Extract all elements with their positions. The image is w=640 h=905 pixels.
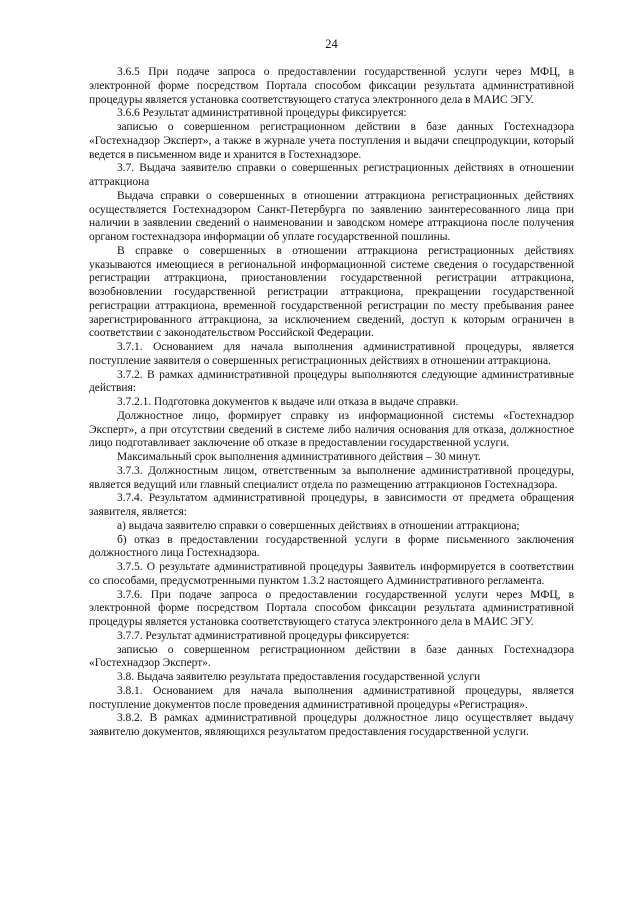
paragraph: 3.8.1. Основанием для начала выполнения административной процедуры, является поступление документов после проведения административной процедуры «Регистрация». [89, 684, 574, 711]
paragraph: 3.7.2.1. Подготовка документов к выдаче или отказа в выдаче справки. [117, 396, 459, 408]
paragraph: 3.7.7. Результат административной процедуры фиксируется: [117, 629, 410, 642]
document-body [89, 66, 574, 740]
paragraph: Должностное лицо, формирует справку из информационной системы «Гостехнадзор Эксперт», а при отсутствии сведений в системе либо наличия основания для отказа, должностное лицо подготавливает заключение об отказе в предоставлении государственной услуги. [89, 409, 574, 450]
paragraph: Выдача справки о совершенных в отношении аттракциона регистрационных действиях осуществляется Гостехнадзором Санкт-Петербурга по заявлению заинтересованного лица при наличии в заявлении сведений о наименовании и заводском номере аттракциона после получения органом гостехнадзора информации об уплате государственной пошлины. [89, 189, 574, 243]
paragraph: 3.7.1. Основанием для начала выполнения административной процедуры, является поступление заявителя о совершенных регистрационных действиях в отношении аттракциона. [89, 341, 574, 367]
section-heading: 3.8. Выдача заявителю результата предоставления государственной услуги [117, 671, 481, 683]
paragraph: 3.6.5 При подаче запроса о предоставлении государственной услуги через МФЦ, в электронной форме посредством Портала способом фиксации результата административной процедуры является установка соответствующего статуса электронного дела в МАИС ЭГУ. [89, 66, 574, 106]
list-item: а) выдача заявителю справки о совершенных действиях в отношении аттракциона; [117, 519, 520, 532]
section-heading: 3.7. Выдача заявителю справки о совершенных регистрационных действиях в отношении аттракциона [89, 162, 574, 188]
paragraph: 3.7.4. Результатом административной процедуры, в зависимости от предмета обращения заявителя, является: [89, 492, 574, 518]
paragraph: Максимальный срок выполнения административного действия – 30 минут. [117, 451, 481, 463]
paragraph: 3.7.3. Должностным лицом, ответственным за выполнение административной процедуры, является ведущий или главный специалист отдела по размещению аттракционов Гостехнадзора. [89, 464, 574, 491]
list-item: б) отказ в предоставлении государственной услуги в форме письменного заключения должностного лица Гостехнадзора. [89, 533, 574, 560]
paragraph: 3.7.2. В рамках административной процедуры выполняются следующие административные действия: [89, 368, 574, 395]
paragraph: записью о совершенном регистрационном действии в базе данных Гостехнадзора «Гостехнадзор Эксперт». [89, 643, 574, 670]
paragraph: 3.8.2. В рамках административной процедуры должностное лицо осуществляет выдачу заявителю документов, являющихся результатом предоставления государственной услуги. [89, 712, 574, 738]
paragraph: записью о совершенном регистрационном действии в базе данных Гостехнадзора «Гостехнадзор Эксперт», а также в журнале учета поступления и выдачи спецпродукции, который ведется в письменном виде и хранится в Гостехнадзоре. [89, 121, 574, 161]
paragraph: 3.6.6 Результат административной процедуры фиксируется: [117, 107, 407, 120]
paragraph: 3.7.6. При подаче запроса о предоставлении государственной услуги через МФЦ, в электронной форме посредством Портала способом фиксации результата административной процедуры является установка соответствующего статуса электронного дела в МАИС ЭГУ. [89, 588, 574, 628]
paragraph: 3.7.5. О результате административной процедуры Заявитель информируется в соответствии со способами, предусмотренными пунктом 1.3.2 настоящего Административного регламента. [89, 561, 574, 587]
paragraph: В справке о совершенных в отношении аттракциона регистрационных действиях указываются имеющиеся в региональной информационной системе сведения о государственной регистрации аттракциона, приостановлении государственной регистрации аттракциона, возобновлении государственной регистрации аттракциона, прекращении государственной регистрации аттракциона, временной государственной регистрации по месту пребывания ранее зарегистрированного аттракциона, за исключением сведений, доступ к которым ограничен в соответствии с законодательством Российской Федерации. [89, 244, 574, 340]
page-number: 24 [325, 37, 338, 51]
